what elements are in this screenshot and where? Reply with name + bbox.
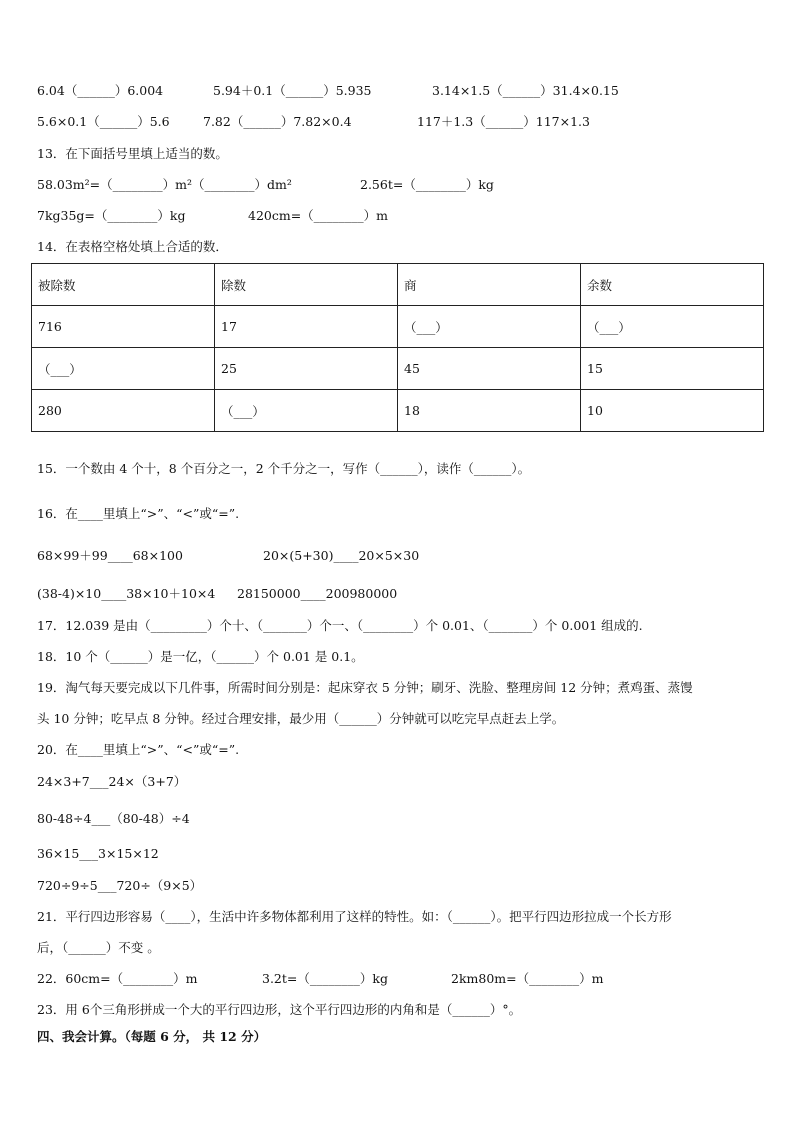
section-4-heading: 四、我会计算。（每题 6 分， 共 12 分） (37, 1029, 267, 1044)
q17-text: 17．12.039 是由（_________）个十、（_______）个一、（________）个 0.01、（_______）个 0.001 组成的. (37, 618, 643, 633)
q19-line-1: 19．淘气每天要完成以下几件事，所需时间分别是：起床穿衣 5 分钟；刷牙、洗脸、整理房间 12 分钟；煮鸡蛋、蒸馒 (37, 680, 693, 695)
q14-title: 14．在表格空格处填上合适的数． (37, 239, 228, 254)
q13-item: 420cm=（________）m (248, 208, 389, 223)
table-row (32, 348, 764, 390)
q16-item: 20×(5+30)____20×5×30 (263, 548, 420, 563)
table-header-cell: 除数 (215, 264, 398, 306)
q20-title: 20．在____里填上“>”、“<”或“=”. (37, 742, 240, 757)
q13-item: 58.03m²=（________）m²（________）dm² (37, 177, 292, 192)
table-cell: 18 (398, 390, 581, 432)
q20-item: 720÷9÷5___720÷（9×5） (37, 878, 203, 893)
q15-text: 15．一个数由 4 个十，8 个百分之一，2 个千分之一，写作（______），读作（______）。 (37, 461, 531, 476)
table-cell: 10 (581, 390, 764, 432)
q13-title: 13．在下面括号里填上适当的数。 (37, 146, 228, 161)
q18-text: 18．10 个（______）是一亿，（______）个 0.01 是 0.1。 (37, 649, 364, 664)
q20-item: 24×3+7___24×（3+7） (37, 774, 187, 789)
table-cell-blank[interactable]: （___） (215, 390, 398, 432)
q22-item: 3.2t=（________）kg (262, 971, 388, 986)
q20-item: 36×15___3×15×12 (37, 846, 159, 861)
q13-item: 2.56t=（________）kg (360, 177, 494, 192)
q12-item: 7.82（______）7.82×0.4 (203, 114, 352, 129)
table-row (32, 306, 764, 348)
table-header-cell: 商 (398, 264, 581, 306)
q12-item: 5.6×0.1（______）5.6 (37, 114, 170, 129)
q21-line-2: 后，（______）不变 。 (37, 940, 160, 955)
q16-item: (38-4)×10____38×10＋10×4 (37, 586, 216, 601)
q12-item: 6.04（______）6.004 (37, 83, 164, 98)
q20-item: 80-48÷4___（80-48）÷4 (37, 811, 190, 826)
table-header-row (32, 264, 764, 306)
table-cell: 15 (581, 348, 764, 390)
q22-item: 2km80m=（________）m (451, 971, 604, 986)
q23-text: 23．用 6个三角形拼成一个大的平行四边形，这个平行四边形的内角和是（______）°。 (37, 1002, 522, 1017)
table-cell-blank[interactable]: （___） (581, 306, 764, 348)
q16-title: 16．在____里填上“>”、“<”或“=”. (37, 506, 240, 521)
q16-item: 28150000____200980000 (237, 586, 398, 601)
q21-line-1: 21．平行四边形容易（____），生活中许多物体都利用了这样的特性。如：（______）。把平行四边形拉成一个长方形 (37, 909, 672, 924)
q12-item: 117＋1.3（______）117×1.3 (417, 114, 590, 129)
table-row (32, 390, 764, 432)
table-cell-blank[interactable]: （___） (398, 306, 581, 348)
table-cell: 280 (32, 390, 215, 432)
q13-item: 7kg35g=（________）kg (37, 208, 186, 223)
table-cell-blank[interactable]: （___） (32, 348, 215, 390)
q16-item: 68×99＋99____68×100 (37, 548, 183, 563)
table-cell: 17 (215, 306, 398, 348)
table-cell: 25 (215, 348, 398, 390)
q22-item: 22．60cm=（________）m (37, 971, 198, 986)
q12-item: 5.94＋0.1（______）5.935 (213, 83, 372, 98)
q19-line-2: 头 10 分钟；吃早点 8 分钟。经过合理安排，最少用（______）分钟就可以吃完早点赶去上学。 (37, 711, 565, 726)
table-cell: 45 (398, 348, 581, 390)
q12-item: 3.14×1.5（______）31.4×0.15 (432, 83, 619, 98)
table-cell: 716 (32, 306, 215, 348)
division-table (31, 263, 764, 432)
table-header-cell: 被除数 (32, 264, 215, 306)
table-header-cell: 余数 (581, 264, 764, 306)
